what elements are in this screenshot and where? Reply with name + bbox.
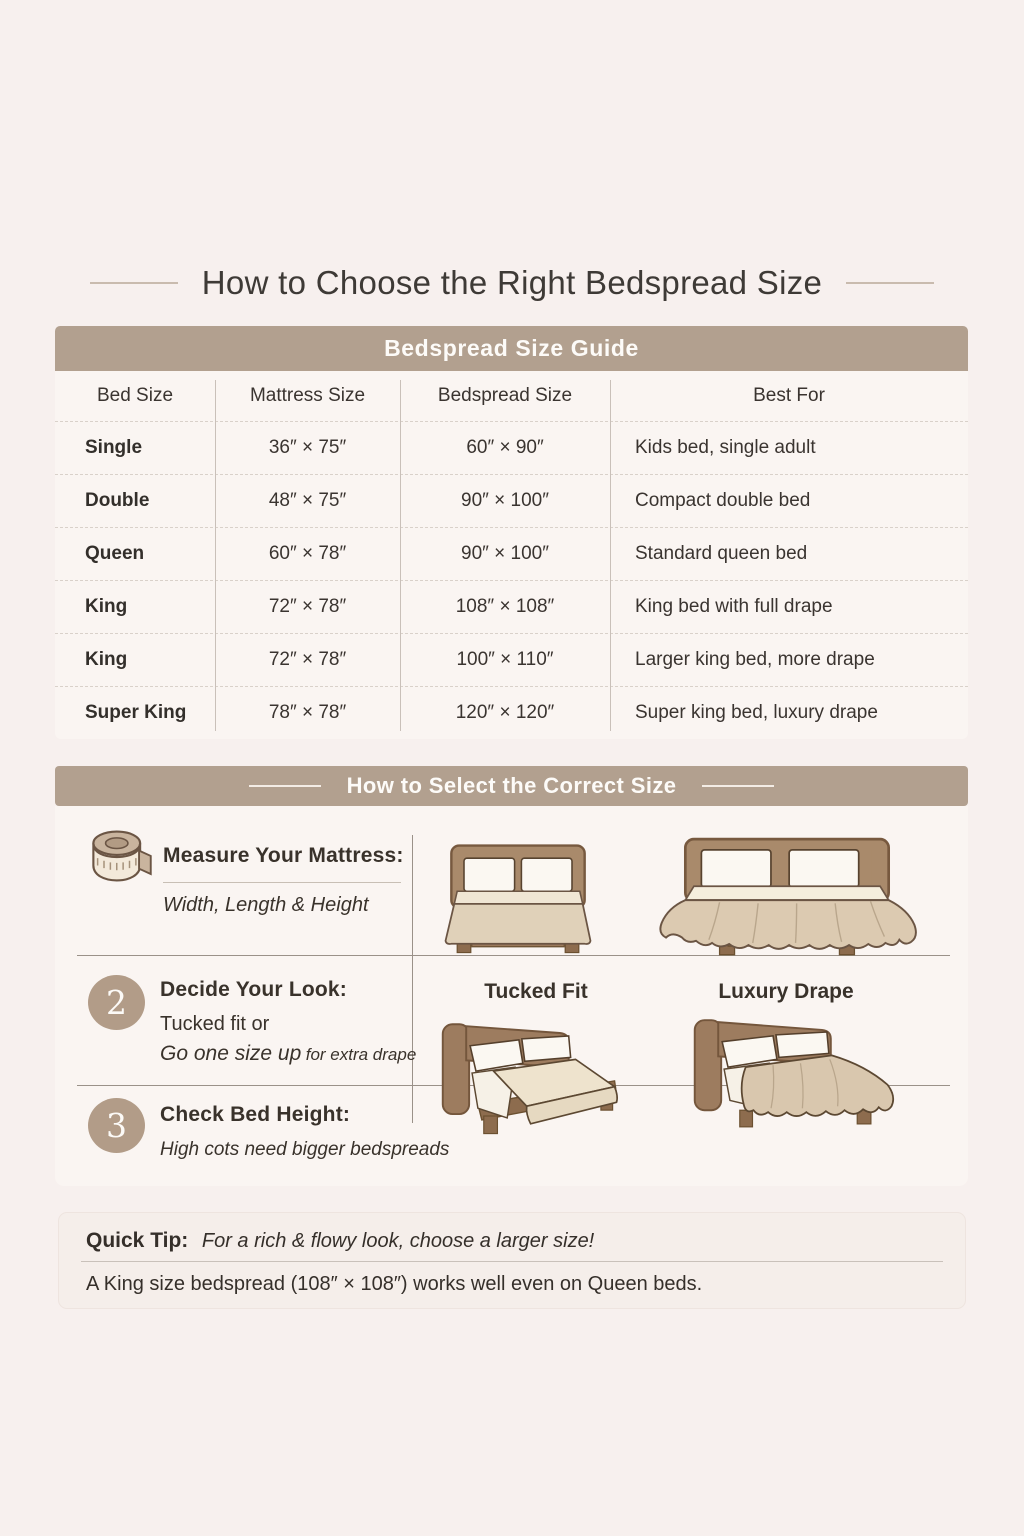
step1-underline — [163, 882, 401, 883]
column-header-row — [55, 371, 968, 421]
how-to-select-header: How to Select the Correct Size — [346, 773, 677, 798]
bed-tucked-perspective-illustration — [433, 1009, 638, 1141]
how-to-select-panel — [55, 806, 968, 1186]
size-guide-table-body — [55, 371, 968, 739]
cell-bedspread-size: 100″ × 110″ — [456, 649, 554, 670]
cell-bed-size: Double — [85, 490, 150, 511]
table-row — [55, 421, 968, 474]
bed-tucked-front-illustration — [428, 840, 608, 962]
cell-best-for: Compact double bed — [635, 490, 811, 511]
cell-bed-size: Single — [85, 437, 143, 458]
quick-tip-card — [58, 1212, 966, 1309]
cell-bed-size: Super King — [85, 702, 187, 723]
step2-title: Decide Your Look: — [160, 978, 347, 1001]
column-divider — [215, 380, 216, 731]
quick-tip-note: A King size bedspread (108″ × 108″) works well even on Queen beds. — [86, 1273, 703, 1295]
panel-divider-vertical — [412, 835, 413, 1123]
step1-detail: Width, Length & Height — [163, 894, 369, 916]
luxury-drape-label: Luxury Drape — [718, 980, 854, 1003]
page-title-row — [0, 264, 1024, 302]
quick-tip-divider — [81, 1261, 943, 1262]
header-flourish-line-left — [249, 785, 321, 787]
how-to-select-header-bar — [55, 766, 968, 806]
quick-tip-text: For a rich & flowy look, choose a larger size! — [201, 1230, 595, 1252]
cell-best-for: Kids bed, single adult — [635, 437, 816, 458]
column-header-bedspread-size: Bedspread Size — [437, 385, 573, 406]
step2-number-badge: 2 — [88, 975, 145, 1030]
column-divider — [610, 380, 611, 731]
step3-title: Check Bed Height: — [160, 1103, 351, 1126]
cell-bed-size: King — [85, 649, 128, 670]
step2-detail-line2-main: Go one size up — [160, 1042, 302, 1065]
step3-number-badge: 3 — [88, 1098, 145, 1153]
table-row — [55, 580, 968, 633]
bed-drape-front-illustration — [653, 837, 921, 959]
step1-title: Measure Your Mattress: — [163, 844, 404, 867]
cell-bedspread-size: 108″ × 108″ — [455, 596, 555, 617]
size-guide-table — [55, 326, 968, 739]
cell-bedspread-size: 120″ × 120″ — [455, 702, 555, 723]
cell-bedspread-size: 60″ × 90″ — [466, 437, 544, 458]
size-guide-header: Bedspread Size Guide — [55, 326, 968, 371]
cell-best-for: King bed with full drape — [635, 596, 833, 617]
quick-tip-row — [86, 1229, 594, 1253]
step2-detail-line2-small: for extra drape — [305, 1045, 417, 1064]
cell-mattress-size: 60″ × 78″ — [268, 543, 347, 564]
tucked-fit-label: Tucked Fit — [484, 980, 588, 1003]
column-divider — [400, 380, 401, 731]
column-header-mattress-size: Mattress Size — [249, 385, 366, 406]
page-title: How to Choose the Right Bedspread Size — [201, 264, 823, 301]
column-header-bed-size: Bed Size — [96, 385, 174, 406]
table-row — [55, 527, 968, 580]
table-row — [55, 474, 968, 527]
table-row — [55, 686, 968, 739]
cell-mattress-size: 48″ × 75″ — [268, 490, 347, 511]
cell-mattress-size: 72″ × 78″ — [268, 649, 347, 670]
cell-mattress-size: 78″ × 78″ — [268, 702, 347, 723]
quick-tip-label: Quick Tip: — [86, 1229, 189, 1252]
cell-bed-size: King — [85, 596, 128, 617]
title-flourish-line-left — [90, 282, 178, 284]
title-flourish-line-right — [846, 282, 934, 284]
cell-bedspread-size: 90″ × 100″ — [461, 490, 549, 511]
cell-best-for: Larger king bed, more drape — [635, 649, 875, 670]
cell-mattress-size: 72″ × 78″ — [268, 596, 347, 617]
header-flourish-line-right — [702, 785, 774, 787]
table-row — [55, 633, 968, 686]
cell-bed-size: Queen — [85, 543, 145, 564]
cell-best-for: Standard queen bed — [635, 543, 808, 564]
cell-bedspread-size: 90″ × 100″ — [461, 543, 549, 564]
measuring-tape-icon — [87, 826, 155, 888]
cell-mattress-size: 36″ × 75″ — [268, 437, 347, 458]
column-header-best-for: Best For — [753, 385, 825, 406]
bed-drape-perspective-illustration — [683, 1006, 913, 1142]
cell-best-for: Super king bed, luxury drape — [635, 702, 878, 723]
step2-detail-line2 — [160, 1042, 416, 1066]
step3-detail: High cots need bigger bedspreads — [160, 1139, 450, 1160]
step2-detail-line1: Tucked fit or — [160, 1013, 270, 1035]
